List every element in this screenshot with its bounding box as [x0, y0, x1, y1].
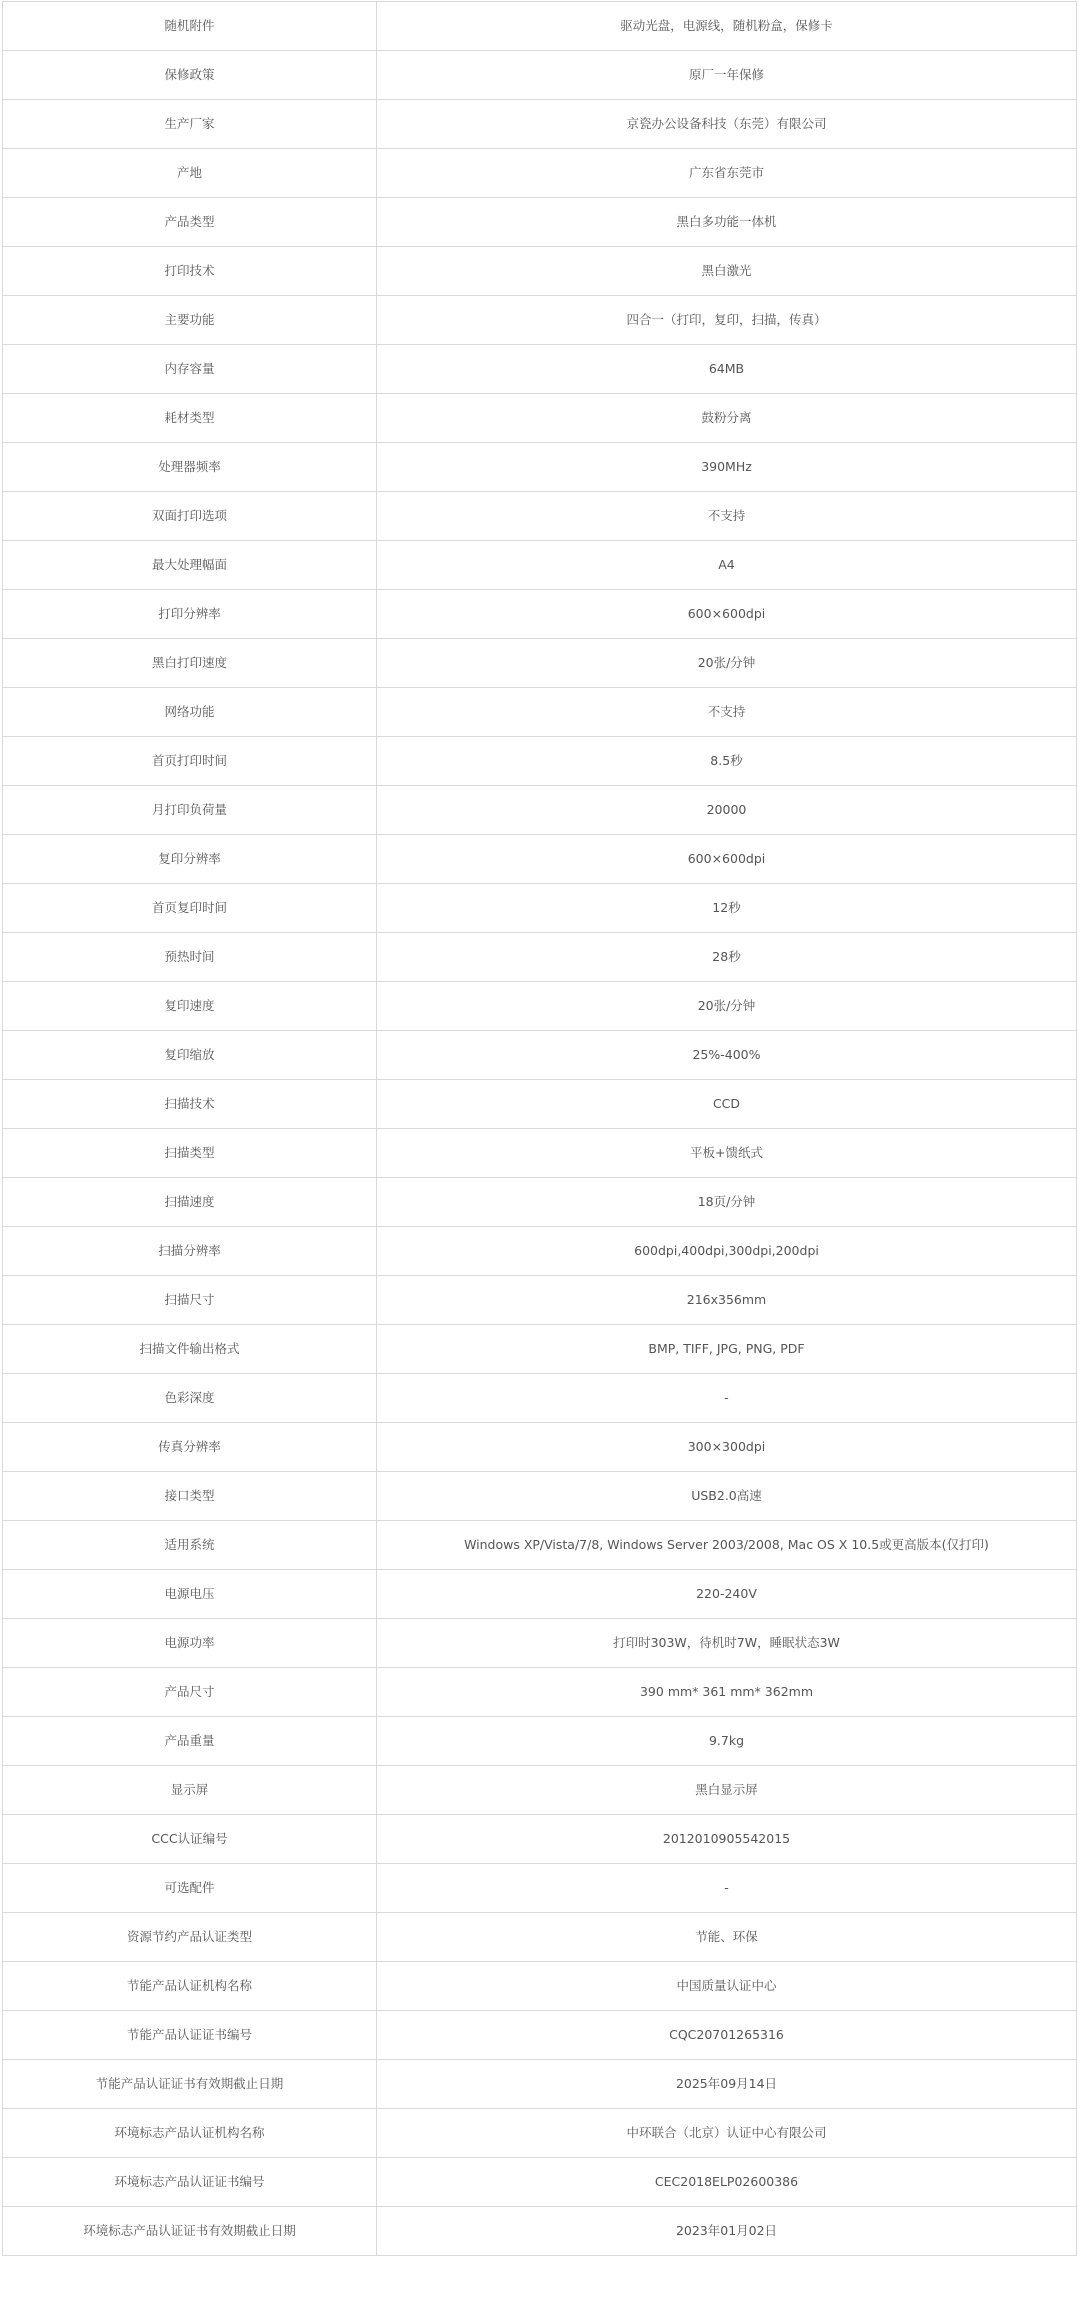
spec-row [3, 394, 1077, 443]
spec-row [3, 1521, 1077, 1570]
spec-label: 色彩深度 [3, 1374, 377, 1423]
spec-value: 600×600dpi [377, 835, 1077, 884]
spec-label: 处理器频率 [3, 443, 377, 492]
spec-value: Windows XP/Vista/7/8, Windows Server 2003/2008, Mac OS X 10.5或更高版本(仅打印) [377, 1521, 1077, 1570]
spec-value: 20张/分钟 [377, 639, 1077, 688]
spec-value: 390MHz [377, 443, 1077, 492]
spec-value: 不支持 [377, 492, 1077, 541]
spec-value: 节能、环保 [377, 1913, 1077, 1962]
spec-value: CEC2018ELP02600386 [377, 2158, 1077, 2207]
spec-value: CCD [377, 1080, 1077, 1129]
spec-label: CCC认证编号 [3, 1815, 377, 1864]
spec-value: 2012010905542015 [377, 1815, 1077, 1864]
spec-value: 鼓粉分离 [377, 394, 1077, 443]
spec-value: 12秒 [377, 884, 1077, 933]
spec-row [3, 1276, 1077, 1325]
spec-label: 可选配件 [3, 1864, 377, 1913]
spec-label: 月打印负荷量 [3, 786, 377, 835]
spec-label: 生产厂家 [3, 100, 377, 149]
spec-label: 产品类型 [3, 198, 377, 247]
spec-row [3, 2011, 1077, 2060]
spec-label: 最大处理幅面 [3, 541, 377, 590]
spec-value: BMP, TIFF, JPG, PNG, PDF [377, 1325, 1077, 1374]
spec-value: 平板+馈纸式 [377, 1129, 1077, 1178]
spec-row [3, 2109, 1077, 2158]
spec-row [3, 1717, 1077, 1766]
spec-value: 300×300dpi [377, 1423, 1077, 1472]
spec-label: 接口类型 [3, 1472, 377, 1521]
spec-label: 扫描速度 [3, 1178, 377, 1227]
spec-row [3, 296, 1077, 345]
spec-label: 复印速度 [3, 982, 377, 1031]
spec-label: 传真分辨率 [3, 1423, 377, 1472]
spec-value: 黑白显示屏 [377, 1766, 1077, 1815]
spec-row [3, 1423, 1077, 1472]
spec-row [3, 2158, 1077, 2207]
spec-value: 20000 [377, 786, 1077, 835]
spec-row [3, 1815, 1077, 1864]
spec-value: 220-240V [377, 1570, 1077, 1619]
spec-label: 节能产品认证机构名称 [3, 1962, 377, 2011]
spec-label: 显示屏 [3, 1766, 377, 1815]
spec-row [3, 1374, 1077, 1423]
spec-label: 保修政策 [3, 51, 377, 100]
spec-value: CQC20701265316 [377, 2011, 1077, 2060]
spec-label: 产品重量 [3, 1717, 377, 1766]
spec-label: 扫描类型 [3, 1129, 377, 1178]
spec-label: 预热时间 [3, 933, 377, 982]
spec-row [3, 1766, 1077, 1815]
spec-row [3, 443, 1077, 492]
spec-value: 600dpi,400dpi,300dpi,200dpi [377, 1227, 1077, 1276]
spec-value: 2023年01月02日 [377, 2207, 1077, 2256]
spec-value: 原厂一年保修 [377, 51, 1077, 100]
spec-value: 25%-400% [377, 1031, 1077, 1080]
spec-label: 扫描分辨率 [3, 1227, 377, 1276]
spec-label: 扫描技术 [3, 1080, 377, 1129]
spec-label: 首页复印时间 [3, 884, 377, 933]
spec-label: 扫描尺寸 [3, 1276, 377, 1325]
spec-row [3, 1472, 1077, 1521]
spec-label: 产地 [3, 149, 377, 198]
spec-row [3, 1325, 1077, 1374]
spec-value: - [377, 1374, 1077, 1423]
spec-row [3, 100, 1077, 149]
spec-label: 扫描文件输出格式 [3, 1325, 377, 1374]
spec-row [3, 1227, 1077, 1276]
spec-row [3, 51, 1077, 100]
spec-row [3, 639, 1077, 688]
spec-row [3, 541, 1077, 590]
spec-label: 黑白打印速度 [3, 639, 377, 688]
spec-row [3, 2060, 1077, 2109]
spec-row [3, 590, 1077, 639]
spec-label: 环境标志产品认证证书编号 [3, 2158, 377, 2207]
spec-label: 电源电压 [3, 1570, 377, 1619]
spec-label: 适用系统 [3, 1521, 377, 1570]
spec-value: 驱动光盘，电源线，随机粉盒，保修卡 [377, 2, 1077, 51]
spec-table-body [3, 2, 1077, 2256]
spec-row [3, 737, 1077, 786]
spec-label: 复印分辨率 [3, 835, 377, 884]
spec-value: 黑白多功能一体机 [377, 198, 1077, 247]
spec-value: 打印时303W，待机时7W，睡眠状态3W [377, 1619, 1077, 1668]
spec-table [2, 1, 1077, 2256]
spec-value: A4 [377, 541, 1077, 590]
spec-label: 双面打印选项 [3, 492, 377, 541]
spec-label: 产品尺寸 [3, 1668, 377, 1717]
spec-row [3, 1864, 1077, 1913]
spec-row [3, 1962, 1077, 2011]
spec-row [3, 1913, 1077, 1962]
spec-value: 中环联合（北京）认证中心有限公司 [377, 2109, 1077, 2158]
spec-value: 18页/分钟 [377, 1178, 1077, 1227]
spec-row [3, 1668, 1077, 1717]
spec-value: 28秒 [377, 933, 1077, 982]
spec-row [3, 1129, 1077, 1178]
spec-value: 四合一（打印，复印，扫描，传真） [377, 296, 1077, 345]
spec-row [3, 198, 1077, 247]
spec-label: 资源节约产品认证类型 [3, 1913, 377, 1962]
spec-row [3, 247, 1077, 296]
spec-row [3, 149, 1077, 198]
spec-value: 8.5秒 [377, 737, 1077, 786]
spec-label: 电源功率 [3, 1619, 377, 1668]
spec-value: 216x356mm [377, 1276, 1077, 1325]
spec-row [3, 2207, 1077, 2256]
spec-label: 网络功能 [3, 688, 377, 737]
spec-value: 不支持 [377, 688, 1077, 737]
spec-value: 黑白激光 [377, 247, 1077, 296]
spec-label: 节能产品认证证书编号 [3, 2011, 377, 2060]
spec-label: 打印分辨率 [3, 590, 377, 639]
spec-row [3, 982, 1077, 1031]
spec-label: 耗材类型 [3, 394, 377, 443]
spec-value: 20张/分钟 [377, 982, 1077, 1031]
spec-label: 环境标志产品认证证书有效期截止日期 [3, 2207, 377, 2256]
spec-row [3, 1570, 1077, 1619]
spec-row [3, 1619, 1077, 1668]
spec-row [3, 492, 1077, 541]
spec-row [3, 786, 1077, 835]
spec-value: 2025年09月14日 [377, 2060, 1077, 2109]
spec-row [3, 1031, 1077, 1080]
spec-value: 京瓷办公设备科技（东莞）有限公司 [377, 100, 1077, 149]
spec-label: 随机附件 [3, 2, 377, 51]
spec-row [3, 1178, 1077, 1227]
spec-row [3, 933, 1077, 982]
spec-label: 环境标志产品认证机构名称 [3, 2109, 377, 2158]
spec-value: 9.7kg [377, 1717, 1077, 1766]
spec-value: - [377, 1864, 1077, 1913]
spec-label: 首页打印时间 [3, 737, 377, 786]
spec-value: USB2.0高速 [377, 1472, 1077, 1521]
spec-value: 中国质量认证中心 [377, 1962, 1077, 2011]
spec-row [3, 345, 1077, 394]
spec-label: 内存容量 [3, 345, 377, 394]
spec-label: 打印技术 [3, 247, 377, 296]
spec-label: 节能产品认证证书有效期截止日期 [3, 2060, 377, 2109]
spec-row [3, 1080, 1077, 1129]
spec-value: 广东省东莞市 [377, 149, 1077, 198]
spec-label: 主要功能 [3, 296, 377, 345]
spec-value: 600×600dpi [377, 590, 1077, 639]
spec-value: 64MB [377, 345, 1077, 394]
spec-row [3, 835, 1077, 884]
spec-value: 390 mm* 361 mm* 362mm [377, 1668, 1077, 1717]
spec-label: 复印缩放 [3, 1031, 377, 1080]
spec-row [3, 2, 1077, 51]
spec-row [3, 884, 1077, 933]
spec-row [3, 688, 1077, 737]
